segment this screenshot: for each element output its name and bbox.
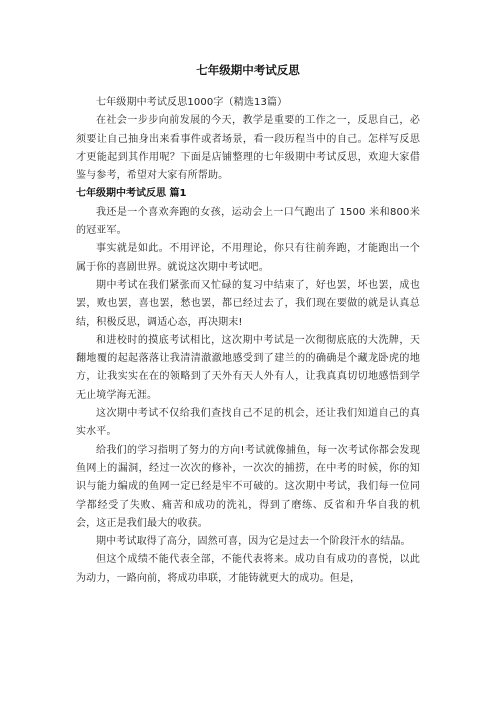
paragraph: 期中考试取得了高分，固然可喜，因为它是过去一个阶段汗水的结晶。 (96, 536, 411, 548)
paragraph: 我还是一个喜欢奔跑的女孩，运动会上一口气跑出了 1500 米和800米的冠亚军。 (76, 206, 420, 237)
paragraph: 给我们的学习指明了努力的方向!考试就像捕鱼，每一次考试你都会发现鱼网上的漏洞，经过一次次的修补，一次次的捕捞，在中考的时候，你的知识与能力编成的鱼网一定已经是牢不可破的。这次期中考试，我们每一位同学都经受了失败、痛苦和成功的洗礼，得到了磨练、反省和升华自我的机会，这正是我们最大的收获。 (76, 444, 420, 529)
paragraph: 这次期中考试不仅给我们查找自己不足的机会，还让我们知道自己的真实水平。 (76, 408, 420, 438)
document-body (76, 94, 420, 588)
paragraph: 但这个成绩不能代表全部，不能代表将来。成功自有成功的喜悦，以此为动力，一路向前，将成功串联，才能铸就更大的成功。但是， (76, 554, 420, 584)
document-title: 七年级期中考试反思 (196, 63, 300, 77)
paragraph: 事实就是如此。不用评论，不用理论，你只有往前奔跑，才能跑出一个属于你的喜剧世界。就说这次期中考试吧。 (76, 243, 420, 273)
paragraph: 期中考试在我们紧张而又忙碌的复习中结束了，好也罢，坏也罢，成也罢，败也罢，喜也罢，愁也罢，都已经过去了，我们现在要做的就是认真总结，积极反思，调适心态，再决期末! (76, 279, 420, 328)
intro-line: 七年级期中考试反思1000字（精选13篇） (96, 97, 288, 108)
paragraph: 和进校时的摸底考试相比，这次期中考试是一次彻彻底底的大洗牌，天翻地覆的起起落落让我清清澈澈地感受到了建兰的的确确是个藏龙卧虎的地方，让我实实在在的领略到了天外有天人外有人，让我真真切切地感悟到学无止境学海无涯。 (76, 334, 420, 401)
intro-paragraph: 在社会一步步向前发展的今天，教学是重要的工作之一，反思自己，必须要让自己抽身出来看事件或者场景，看一段历程当中的自己。怎样写反思才更能起到其作用呢？下面是店铺整理的七年级期中考试反思，欢迎大家借鉴与参考，希望对大家有所帮助。 (76, 115, 420, 182)
section-heading: 七年级期中考试反思 篇1 (76, 188, 187, 200)
